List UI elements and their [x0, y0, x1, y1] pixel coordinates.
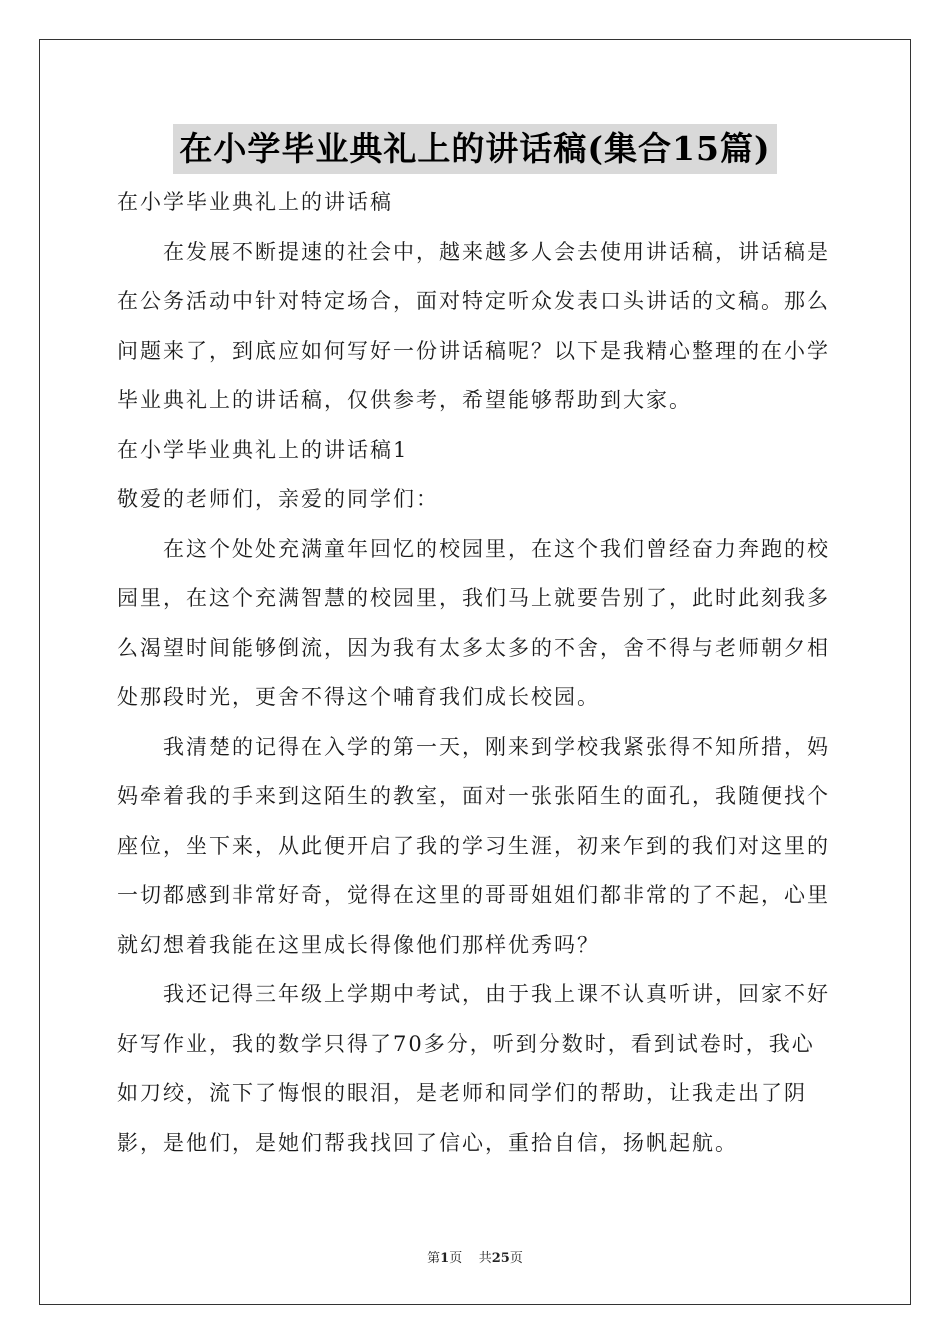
total-prefix: 共	[478, 1251, 492, 1266]
greeting: 敬爱的老师们，亲爱的同学们：	[117, 487, 439, 511]
title-container	[0, 124, 950, 174]
intro-paragraph: 在发展不断提速的社会中，越来越多人会去使用讲话稿，讲话稿是在公务活动中针对特定场合，面对特定听众发表口头讲话的文稿。那么问题来了，到底应如何写好一份讲话稿呢？以下是我精心整理的在小学毕业典礼上的讲话稿，仅供参考，希望能够帮助到大家。	[117, 239, 830, 412]
document-body	[117, 178, 837, 1168]
total-pages: 25	[491, 1251, 510, 1266]
page-footer	[0, 1247, 950, 1266]
section-heading: 在小学毕业典礼上的讲话稿1	[117, 437, 409, 462]
document-subtitle: 在小学毕业典礼上的讲话稿	[117, 190, 393, 214]
body-paragraph: 在这个处处充满童年回忆的校园里，在这个我们曾经奋力奔跑的校园里，在这个充满智慧的校园里，我们马上就要告别了，此时此刻我多么渴望时间能够倒流，因为我有太多太多的不舍，舍不得与老师朝夕相处那段时光，更舍不得这个哺育我们成长校园。	[117, 536, 830, 709]
total-suffix: 页	[509, 1251, 523, 1266]
document-title: 在小学毕业典礼上的讲话稿(集合15篇)	[173, 124, 776, 174]
page-prefix: 第	[427, 1251, 441, 1266]
body-paragraph: 我清楚的记得在入学的第一天，刚来到学校我紧张得不知所措，妈妈牵着我的手来到这陌生的教室，面对一张张陌生的面孔，我随便找个座位，坐下来，从此便开启了我的学习生涯，初来乍到的我们对这里的一切都感到非常好奇，觉得在这里的哥哥姐姐们都非常的了不起，心里就幻想着我能在这里成长得像他们那样优秀吗？	[117, 734, 830, 957]
page-number: 1	[440, 1251, 450, 1266]
page-suffix: 页	[449, 1251, 463, 1266]
body-paragraph: 我还记得三年级上学期中考试，由于我上课不认真听讲，回家不好好写作业，我的数学只得了70多分，听到分数时，看到试卷时，我心如刀绞，流下了悔恨的眼泪，是老师和同学们的帮助，让我走出了阴影，是他们，是她们帮我找回了信心，重拾自信，扬帆起航。	[117, 982, 830, 1155]
